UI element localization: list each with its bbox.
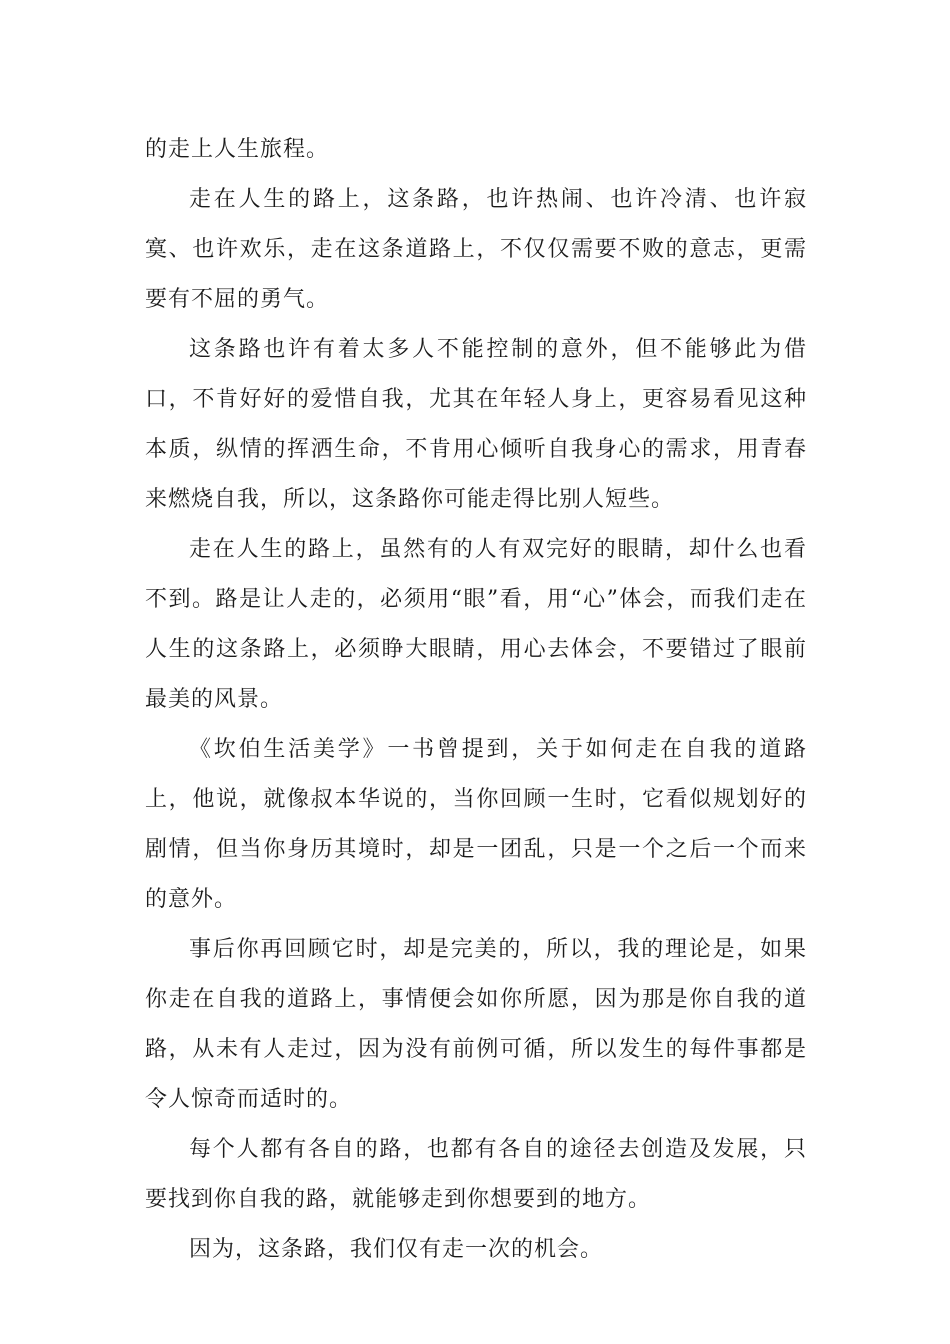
paragraph: 事后你再回顾它时，却是完美的，所以，我的理论是，如果你走在自我的道路上，事情便会如你所愿，因为那是你自我的道路，从未有人走过，因为没有前例可循，所以发生的每件事都是令人惊奇而适时的。 xyxy=(145,937,807,1112)
paragraph: 《坎伯生活美学》一书曾提到，关于如何走在自我的道路上，他说，就像叔本华说的，当你回顾一生时，它看似规划好的剧情，但当你身历其境时，却是一团乱，只是一个之后一个而来的意外。 xyxy=(145,737,807,912)
paragraph: 这条路也许有着太多人不能控制的意外，但不能够此为借口，不肯好好的爱惜自我，尤其在年轻人身上，更容易看见这种本质，纵情的挥洒生命，不肯用心倾听自我身心的需求，用青春来燃烧自我，所以，这条路你可能走得比别人短些。 xyxy=(145,337,807,512)
document-body xyxy=(145,125,807,1275)
paragraph-continuation: 的走上人生旅程。 xyxy=(145,137,330,162)
paragraph-final: 因为，这条路，我们仅有走一次的机会。 xyxy=(189,1237,604,1262)
paragraph: 走在人生的路上，虽然有的人有双完好的眼睛，却什么也看不到。路是让人走的，必须用“眼”看，用“心”体会，而我们走在人生的这条路上，必须睁大眼睛，用心去体会，不要错过了眼前最美的风景。 xyxy=(145,537,807,712)
paragraph: 每个人都有各自的路，也都有各自的途径去创造及发展，只要找到你自我的路，就能够走到你想要到的地方。 xyxy=(145,1137,807,1212)
paragraph: 走在人生的路上，这条路，也许热闹、也许冷清、也许寂寞、也许欢乐，走在这条道路上，不仅仅需要不败的意志，更需要有不屈的勇气。 xyxy=(145,187,807,312)
